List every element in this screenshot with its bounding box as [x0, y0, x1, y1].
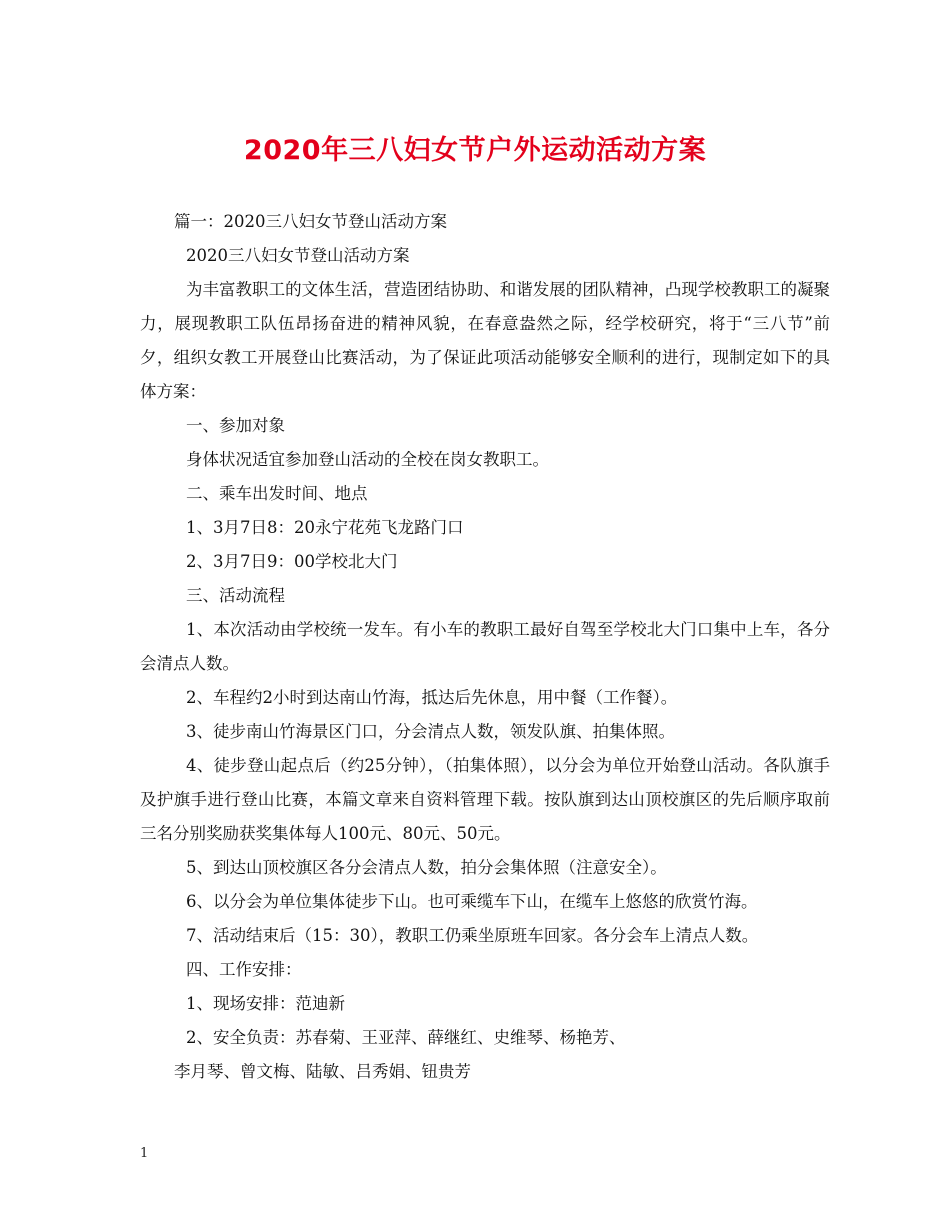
- paragraph-subtitle: 2020三八妇女节登山活动方案: [186, 246, 410, 265]
- paragraph-process-3: 3、徒步南山竹海景区门口，分会清点人数，领发队旗、拍集体照。: [186, 722, 675, 741]
- paragraph-process-7: 7、活动结束后（15：30），教职工仍乘坐原班车回家。各分会车上清点人数。: [186, 926, 759, 945]
- paragraph-section-heading: 篇一：2020三八妇女节登山活动方案: [174, 212, 447, 231]
- document-title: 2020年三八妇女节户外运动活动方案: [243, 135, 707, 166]
- paragraph-participants: 身体状况适宜参加登山活动的全校在岗女教职工。: [186, 450, 549, 469]
- paragraph-departure-2: 2、3月7日9：00学校北大门: [186, 552, 398, 571]
- paragraph-process-6: 6、以分会为单位集体徒步下山。也可乘缆车下山，在缆车上悠悠的欣赏竹海。: [186, 892, 758, 911]
- paragraph-heading-process: 三、活动流程: [186, 586, 285, 605]
- paragraph-work-1: 1、现场安排：范迪新: [186, 994, 345, 1013]
- paragraph-heading-participants: 一、参加对象: [186, 416, 285, 435]
- paragraph-work-2: 2、安全负责：苏春菊、王亚萍、薛继红、史维琴、杨艳芳、: [186, 1028, 626, 1047]
- paragraph-heading-work: 四、工作安排：: [186, 960, 302, 979]
- paragraph-process-5: 5、到达山顶校旗区各分会清点人数，拍分会集体照（注意安全）。: [186, 858, 667, 877]
- document-body: [140, 205, 830, 1089]
- paragraph-heading-departure: 二、乘车出发时间、地点: [186, 484, 368, 503]
- paragraph-process-2: 2、车程约2小时到达南山竹海，抵达后先休息，用中餐（工作餐）。: [186, 688, 678, 707]
- paragraph-intro: 为丰富教职工的文体生活，营造团结协助、和谐发展的团队精神，凸现学校教职工的凝聚力，展现教职工队伍昂扬奋进的精神风貌，在春意盎然之际，经学校研究，将于“三八节”前夕，组织女教工开展登山比赛活动，为了保证此项活动能够安全顺利的进行，现制定如下的具体方案：: [140, 280, 830, 401]
- paragraph-departure-1: 1、3月7日8：20永宁花苑飞龙路门口: [186, 518, 464, 537]
- page-number: 1: [140, 1146, 149, 1161]
- paragraph-process-4: 4、徒步登山起点后（约25分钟），（拍集体照），以分会为单位开始登山活动。各队旗手及护旗手进行登山比赛，本篇文章来自资料管理下载。按队旗到达山顶校旗区的先后顺序取前三名分别奖励获奖集体每人100元、80元、50元。: [140, 756, 830, 843]
- paragraph-work-2-names: 李月琴、曾文梅、陆敏、吕秀娟、钮贵芳: [174, 1062, 471, 1081]
- paragraph-process-1: 1、本次活动由学校统一发车。有小车的教职工最好自驾至学校北大门口集中上车，各分会清点人数。: [140, 620, 830, 673]
